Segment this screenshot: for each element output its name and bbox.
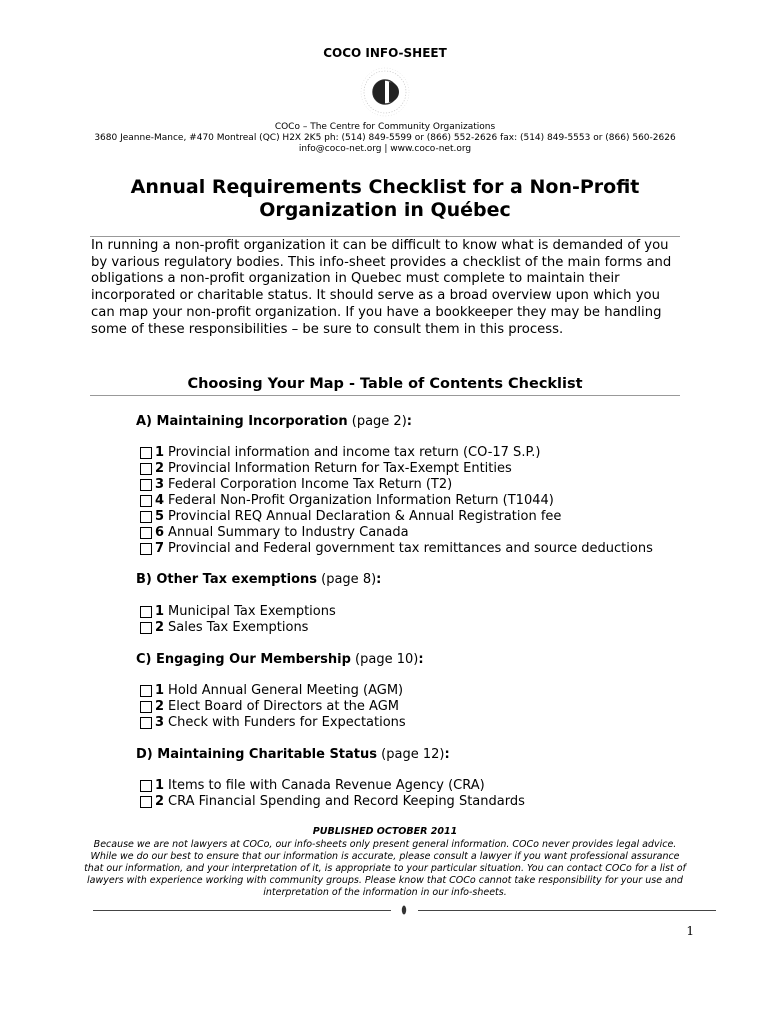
section-c-page: (page 10) [355,652,419,667]
section-heading-c [136,652,424,667]
checklist-item [140,715,406,731]
checkbox[interactable] [140,606,152,618]
checklist-item [140,794,525,810]
coco-logo-icon [349,64,421,120]
checkbox[interactable] [140,685,152,697]
checklist-item [140,778,525,794]
item-label: Federal Corporation Income Tax Return (T2) [168,477,453,492]
section-a-title: A) Maintaining Incorporation [136,414,348,429]
item-number: 3 [155,477,165,492]
item-label: Provincial Information Return for Tax-Exempt Entities [168,461,512,476]
org-address: 3680 Jeanne-Mance, #470 Montreal (QC) H2X 2K5 ph: (514) 849-5599 or (866) 552-2626 fax: (514) 849-5553 or (866) 560-2626 [94,133,676,143]
checklist-item [140,525,653,541]
toc-divider [90,395,680,396]
item-label: Provincial information and income tax return (CO-17 S.P.) [168,445,541,460]
item-label: CRA Financial Spending and Record Keeping Standards [168,794,525,809]
checkbox[interactable] [140,447,152,459]
item-number: 1 [155,604,165,619]
item-number: 4 [155,493,165,508]
item-label: Federal Non-Profit Organization Information Return (T1044) [168,493,554,508]
organization-info [0,122,770,155]
checklist-item [140,699,406,715]
item-number: 3 [155,715,165,730]
checkbox[interactable] [140,527,152,539]
section-a-colon: : [406,414,412,429]
section-d-colon: : [444,747,450,762]
published-date: PUBLISHED OCTOBER 2011 [312,826,458,837]
leaf-ornament-icon [401,905,407,915]
checklist-item [140,620,336,636]
title-line-1: Annual Requirements Checklist for a Non-Profit [130,176,640,198]
section-c-checklist [140,683,406,731]
item-label: Check with Funders for Expectations [168,715,406,730]
checkbox[interactable] [140,463,152,475]
item-number: 1 [155,683,165,698]
item-number: 2 [155,794,165,809]
checklist-item [140,445,653,461]
section-b-checklist [140,604,336,636]
title-divider [90,236,680,237]
checkbox[interactable] [140,479,152,491]
org-name: COCo – The Centre for Community Organizations [274,122,496,132]
item-number: 7 [155,541,165,556]
item-label: Municipal Tax Exemptions [168,604,336,619]
page-number: 1 [686,924,694,938]
section-heading-a [136,414,412,429]
section-d-title: D) Maintaining Charitable Status [136,747,378,762]
section-heading-b [136,572,381,587]
checklist-item [140,604,336,620]
section-a-page: (page 2) [351,414,407,429]
item-label: Provincial and Federal government tax remittances and source deductions [168,541,653,556]
section-b-page: (page 8) [321,572,377,587]
checkbox[interactable] [140,780,152,792]
item-label: Provincial REQ Annual Declaration & Annual Registration fee [168,509,562,524]
item-label: Sales Tax Exemptions [168,620,309,635]
section-heading-d [136,747,450,762]
section-d-page: (page 12) [381,747,445,762]
item-number: 1 [155,778,165,793]
checkbox[interactable] [140,717,152,729]
item-number: 1 [155,445,165,460]
org-contact: info@coco-net.org | www.coco-net.org [298,144,472,154]
checklist-item [140,477,653,493]
checkbox[interactable] [140,622,152,634]
item-label: Items to file with Canada Revenue Agency (CRA) [168,778,485,793]
section-c-title: C) Engaging Our Membership [136,652,351,667]
item-number: 2 [155,620,165,635]
item-label: Hold Annual General Meeting (AGM) [168,683,404,698]
item-number: 5 [155,509,165,524]
section-b-colon: : [376,572,382,587]
checkbox[interactable] [140,543,152,555]
footer-divider-right [418,910,716,911]
section-a-checklist [140,445,653,557]
document-title [60,176,710,222]
checkbox[interactable] [140,796,152,808]
toc-title: Choosing Your Map - Table of Contents Checklist [187,376,583,392]
legal-disclaimer: Because we are not lawyers at COCo, our info-sheets only present general information. COCo never provides legal advice. While we do our best to ensure that our information is accurate, please consult a lawyer if you want professional assurance that our information, and your interpretation of it, is appropriate to your particular situation. You can contact COCo for a list of lawyers with experience working with community groups. Please know that COCo cannot take responsibility for your use and interpretation of the information in our info-sheets. [84,839,686,898]
checklist-item [140,509,653,525]
intro-paragraph: In running a non-profit organization it can be difficult to know what is demanded of you by various regulatory bodies. This info-sheet provides a checklist of the main forms and obligations a non-profit organization in Quebec must complete to maintain their incorporated or charitable status. It should serve as a broad overview upon which you can map your non-profit organization. If you have a bookkeeper they may be handling some of these responsibilities – be sure to consult them in this process. [91,238,672,337]
checkbox[interactable] [140,495,152,507]
checklist-item [140,461,653,477]
section-c-colon: : [418,652,424,667]
item-number: 6 [155,525,165,540]
checklist-item [140,493,653,509]
checklist-item [140,683,406,699]
info-sheet-header: COCO INFO-SHEET [323,46,447,60]
item-number: 2 [155,699,165,714]
section-b-title: B) Other Tax exemptions [136,572,317,587]
item-label: Annual Summary to Industry Canada [168,525,409,540]
checkbox[interactable] [140,701,152,713]
item-label: Elect Board of Directors at the AGM [168,699,399,714]
footer-divider-left [93,910,391,911]
checkbox[interactable] [140,511,152,523]
section-d-checklist [140,778,525,810]
checklist-item [140,541,653,557]
item-number: 2 [155,461,165,476]
title-line-2: Organization in Québec [259,199,511,221]
